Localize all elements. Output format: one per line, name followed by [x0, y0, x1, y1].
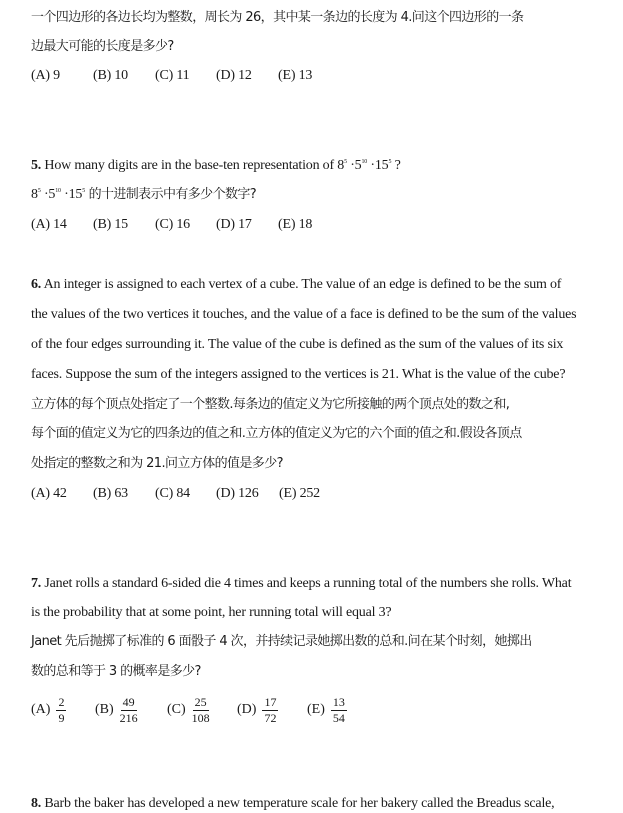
problem4-zh-line1: 一个四边形的各边长均为整数，周长为 26，其中某一条边的长度为 4.问这个四边形的一条: [31, 10, 524, 25]
problem5-zh-text: 的十进制表示中有多少个数字?: [85, 187, 257, 202]
problem-number: 5.: [31, 158, 42, 173]
option-b: (B) 15: [93, 217, 128, 232]
problem4-options: [31, 67, 312, 85]
problem6-en-line2: the values of the two vertices it touches, and the value of a face is defined to be the sum of the values: [31, 307, 577, 322]
option-d: (D) 126: [216, 486, 259, 501]
problem5-en-text: How many digits are in the base-ten representation of: [41, 158, 338, 173]
problem5-en-line: 5. How many digits are in the base-ten representation of $8^5 \cdot 5^{10} \cdot 15^5$ ?: [31, 158, 401, 173]
problem7-zh-line2: 数的总和等于 3 的概率是多少?: [31, 664, 201, 679]
option-d: (D) 17: [216, 217, 252, 232]
option-e: (E) 252: [279, 486, 320, 501]
option-a: (A) 42: [31, 486, 67, 501]
problem8-en-line1: 8. Barb the baker has developed a new temperature scale for her bakery called the Breadus scale,: [31, 796, 555, 811]
option-b: (B) 10: [93, 68, 128, 83]
option-e: (E) 13: [278, 68, 313, 83]
option-b: (B) 63: [93, 486, 128, 501]
option-c: (C) 84: [155, 486, 190, 501]
problem-number: 7.: [31, 576, 42, 591]
option-c: (C) 16: [155, 217, 190, 232]
option-d: (D) 12: [216, 68, 252, 83]
option-e: (E) 18: [278, 217, 313, 232]
problem-number: 6.: [31, 277, 42, 292]
problem6-en-line3: of the four edges surrounding it. The value of the cube is defined as the sum of the values of its six: [31, 337, 564, 352]
problem6-zh-line3: 处指定的整数之和为 21.问立方体的值是多少?: [31, 456, 283, 471]
fraction: $\frac{49}{216}$: [119, 694, 138, 725]
problem7-en-line1: 7. Janet rolls a standard 6-sided die 4 times and keeps a running total of the numbers she rolls. What: [31, 576, 572, 591]
fraction: $\frac{17}{72}$: [264, 694, 277, 725]
problem6-en-line1: 6. An integer is assigned to each vertex of a cube. The value of an edge is defined to be the sum of: [31, 277, 562, 292]
option-c: (C) 11: [155, 68, 190, 83]
problem6-zh-line2: 每个面的值定义为它的四条边的值之和.立方体的值定义为它的六个面的值之和.假设各顶点: [31, 426, 522, 441]
problem-number: 8.: [31, 796, 42, 811]
math-expression: $8^5 \cdot 5^{10} \cdot 15^5$: [337, 158, 392, 173]
option-d: (D) $\frac{17}{72}$: [237, 694, 277, 725]
math-expression: $8^5 \cdot 5^{10} \cdot 15^5$: [31, 187, 86, 202]
option-a: (A) 14: [31, 217, 67, 232]
problem5-zh-line: [31, 186, 256, 204]
problem7-options: [31, 693, 347, 727]
option-a: (A) 9: [31, 68, 60, 83]
problem6-en-line4: faces. Suppose the sum of the integers assigned to the vertices is 21. What is the value of the cube?: [31, 367, 566, 382]
option-b: (B) $\frac{49}{216}$: [95, 694, 138, 725]
option-c: (C) $\frac{25}{108}$: [167, 694, 210, 725]
problem4-zh-line2: 边最大可能的长度是多少?: [31, 39, 174, 54]
problem7-en-line2: is the probability that at some point, her running total will equal 3?: [31, 605, 392, 620]
problem7-zh-line1: Janet 先后抛掷了标准的 6 面骰子 4 次，并持续记录她掷出数的总和.问在某个时刻，她掷出: [31, 634, 532, 649]
fraction: $\frac{13}{54}$: [332, 694, 345, 725]
option-a: (A) $\frac{2}{9}$: [31, 694, 65, 725]
fraction: $\frac{2}{9}$: [58, 694, 65, 725]
problem5-options: [31, 216, 312, 234]
problem6-options: [31, 485, 320, 503]
problem6-zh-line1: 立方体的每个顶点处指定了一个整数.每条边的值定义为它所接触的两个顶点处的数之和,: [31, 397, 510, 412]
fraction: $\frac{25}{108}$: [191, 694, 210, 725]
option-e: (E) $\frac{13}{54}$: [307, 694, 345, 725]
